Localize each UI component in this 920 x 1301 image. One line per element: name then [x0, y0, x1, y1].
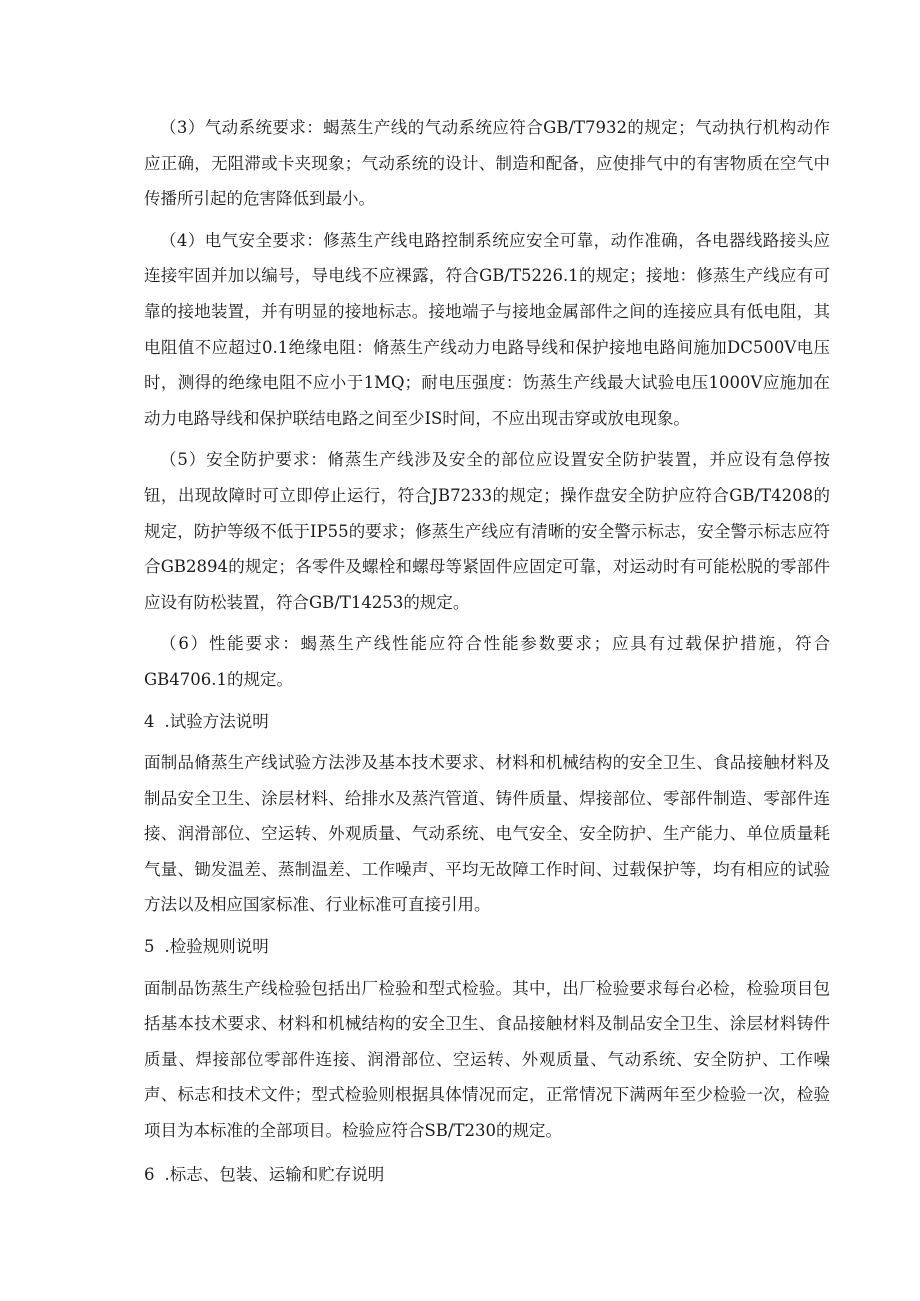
section-5-number: 5: [144, 937, 155, 957]
section-5-heading: [144, 929, 830, 965]
section-4-heading: [144, 704, 830, 740]
section-6-number: 6: [144, 1164, 155, 1184]
section-6-title: .标志、包装、运输和贮存说明: [164, 1164, 385, 1184]
section-4-title: .试验方法说明: [164, 711, 269, 731]
paragraph-pneumatic-requirements: （3）气动系统要求：蝎蒸生产线的气动系统应符合GB/T7932的规定；气动执行机构动作应正确，无阻滞或卡夹现象；气动系统的设计、制造和配备，应使排气中的有害物质在空气中传播所引起的危害降低到最小。: [144, 118, 830, 209]
paragraph-performance: （6）性能要求：蝎蒸生产线性能应符合性能参数要求；应具有过载保护措施，符合GB4706.1的规定。: [144, 634, 830, 689]
section-5-title: .检验规则说明: [164, 937, 269, 957]
paragraph-safety-protection: （5）安全防护要求：脩蒸生产线涉及安全的部位应设置安全防护装置，并应设有急停按钮，出现故障时可立即停止运行，符合JB7233的规定；操作盘安全防护应符合GB/T4208的规定，防护等级不低于IP55的要求；修蒸生产线应有清晰的安全警示标志，安全警示标志应符合GB2894的规定；各零件及螺栓和螺母等紧固件应固定可靠，对运动时有可能松脱的零部件应设有防松装置，符合GB/T14253的规定。: [144, 450, 830, 612]
section-6-heading: [144, 1157, 830, 1193]
section-4-number: 4: [144, 711, 155, 731]
document-body: [144, 110, 830, 1192]
section-5-body: 面制品饬蒸生产线检验包括出厂检验和型式检验。其中，出厂检验要求每台必检，检验项目包括基本技术要求、材料和机械结构的安全卫生、食品接触材料及制品安全卫生、涂层材料铸件质量、焊接部位零部件连接、润滑部位、空运转、外观质量、气动系统、安全防护、工作噪声、标志和技术文件；型式检验则根据具体情况而定，正常情况下满两年至少检验一次，检验项目为本标准的全部项目。检验应符合SB/T230的规定。: [144, 978, 830, 1141]
section-4-body: 面制品脩蒸生产线试验方法涉及基本技术要求、材料和机械结构的安全卫生、食品接触材料及制品安全卫生、涂层材料、给排水及蒸汽管道、铸件质量、焊接部位、零部件制造、零部件连接、润滑部位、空运转、外观质量、气动系统、电气安全、安全防护、生产能力、单位质量耗气量、锄发温差、蒸制温差、工作噪声、平均无故障工作时间、过载保护等，均有相应的试验方法以及相应国家标准、行业标准可直接引用。: [144, 753, 830, 915]
paragraph-electrical-safety: （4）电气安全要求：修蒸生产线电路控制系统应安全可靠，动作准确，各电器线路接头应连接牢固并加以编号，导电线不应裸露，符合GB/T5226.1的规定；接地：修蒸生产线应有可靠的接地装置，并有明显的接地标志。接地端子与接地金属部件之间的连接应具有低电阻，其电阻值不应超过0.1绝缘电阻：脩蒸生产线动力电路导线和保护接地电路间施加DC500V电压时，测得的绝缘电阻不应小于1MQ；耐电压强度：饬蒸生产线最大试验电压1000V应施加在动力电路导线和保护联结电路之间至少IS时间，不应出现击穿或放电现象。: [144, 230, 830, 428]
